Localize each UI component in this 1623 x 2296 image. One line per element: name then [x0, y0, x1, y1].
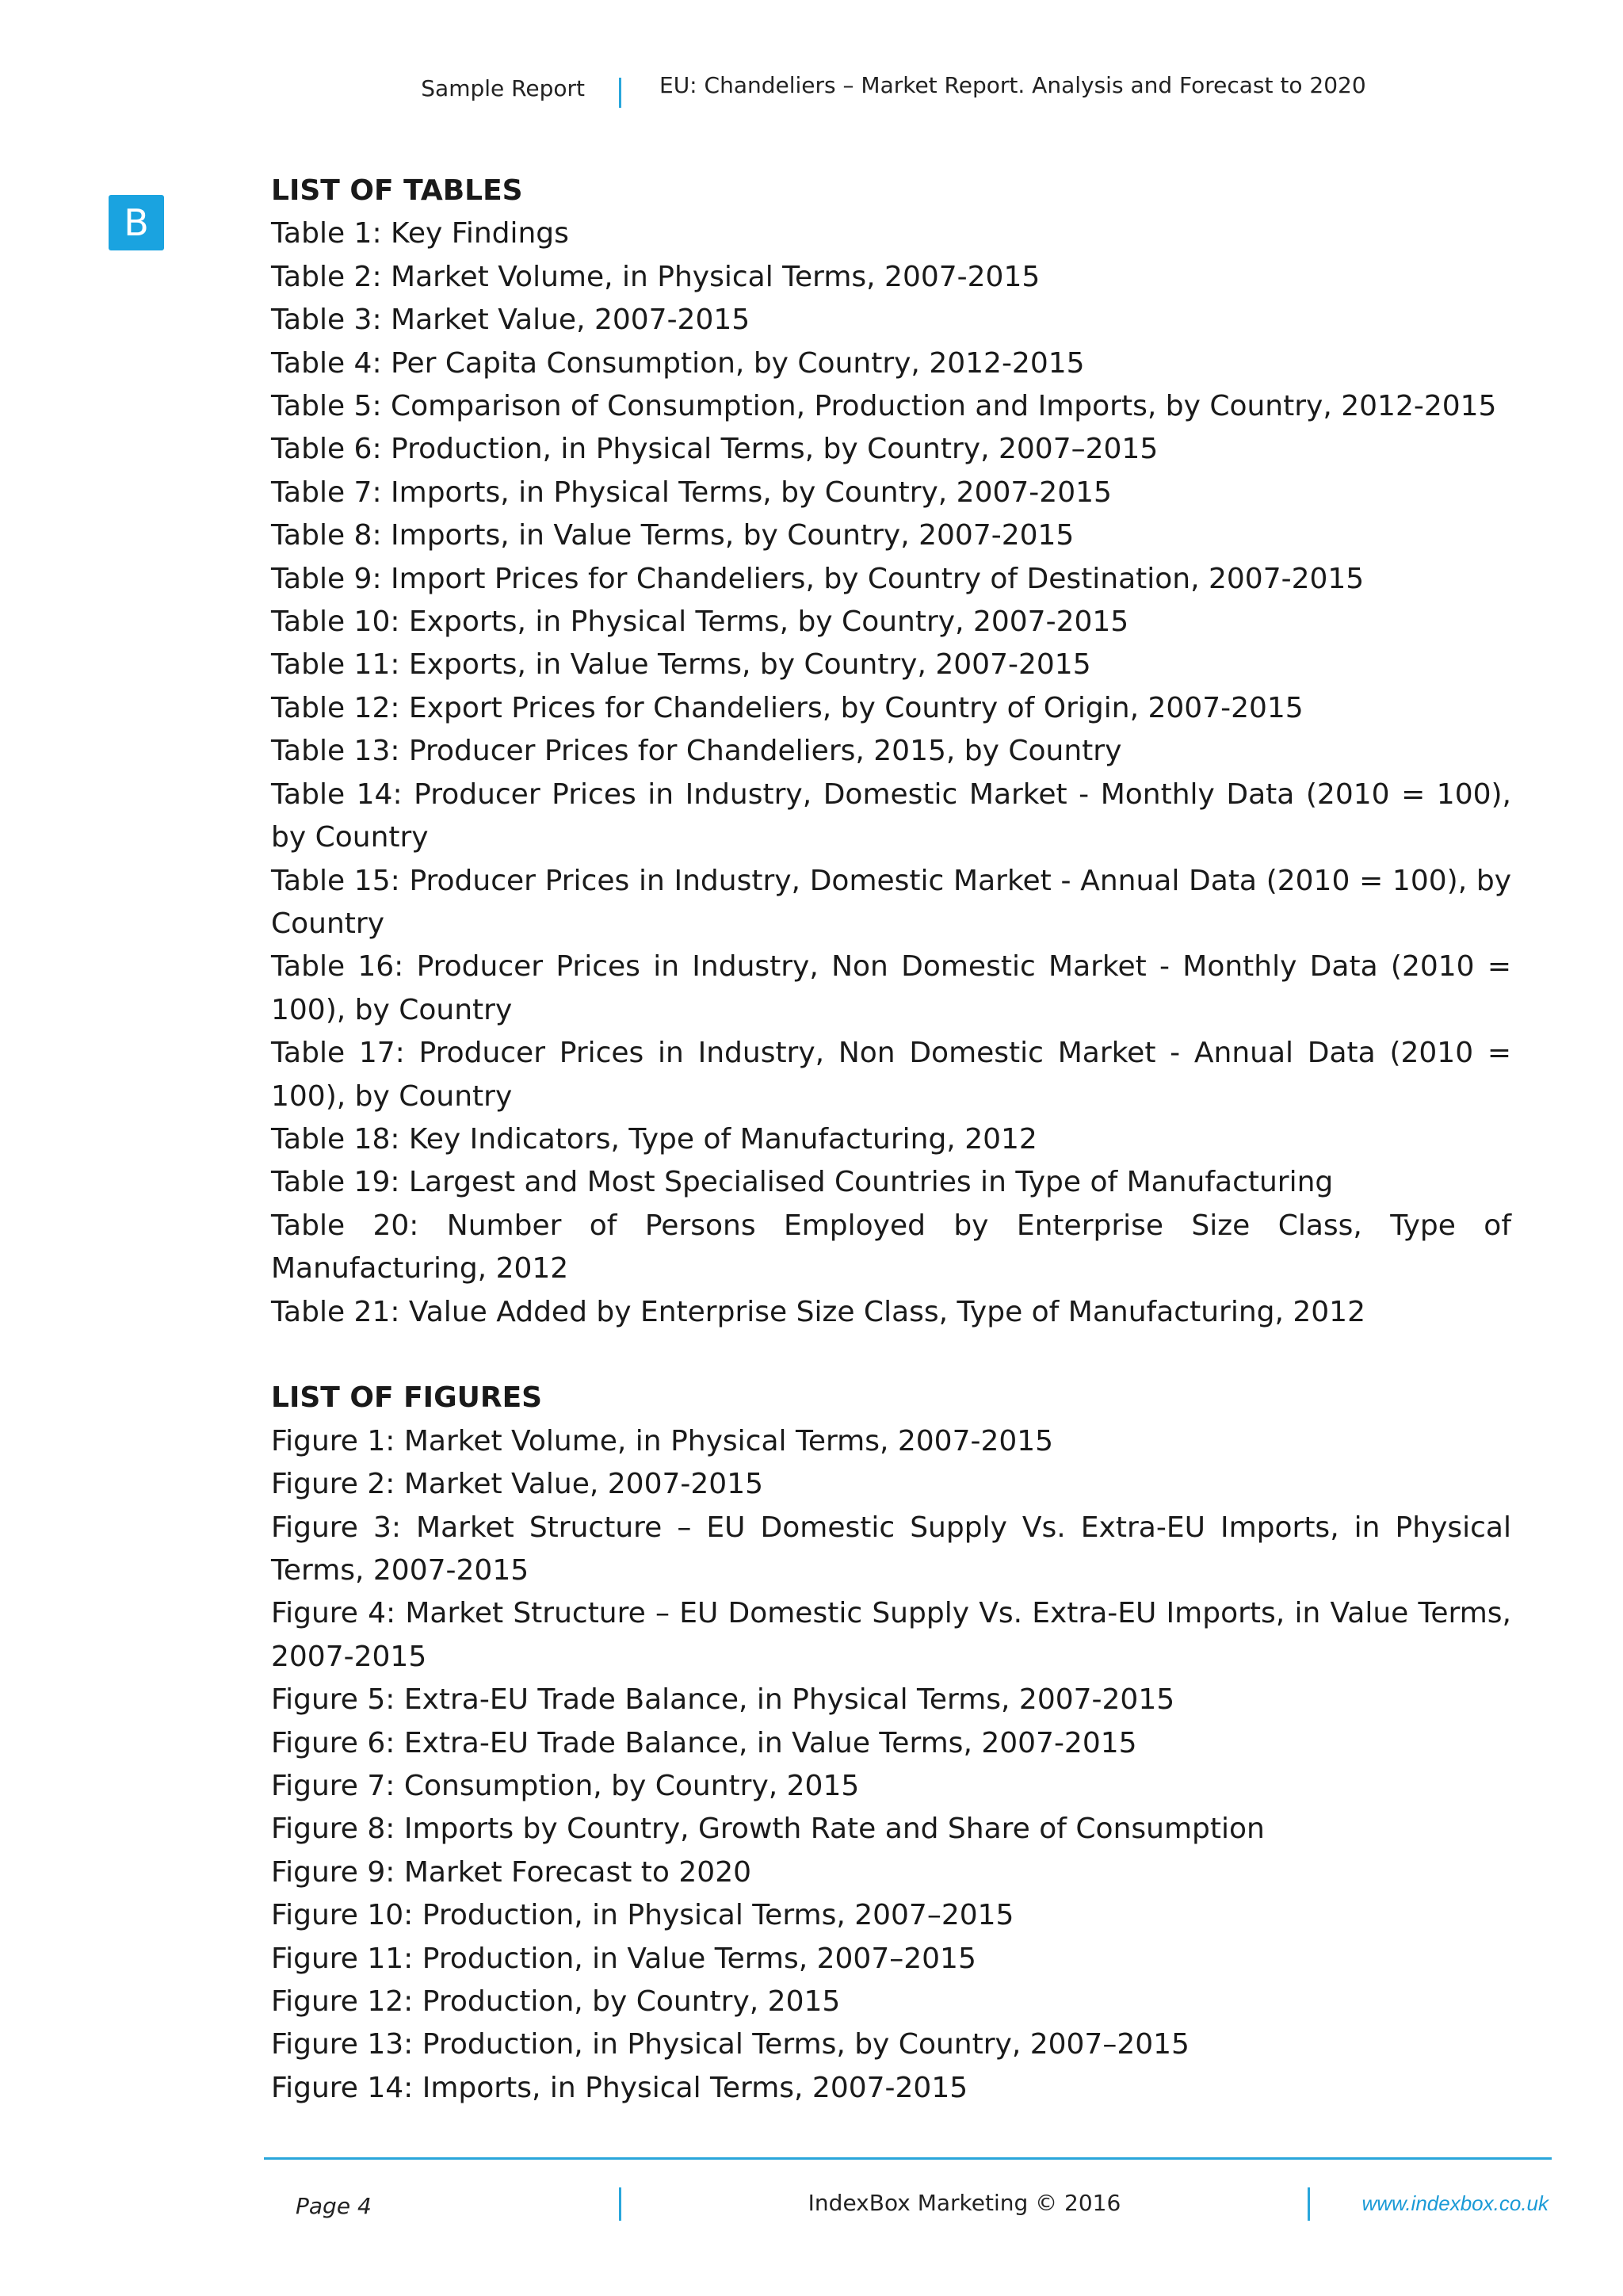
figure-list-item: Figure 3: Market Structure – EU Domestic Supply Vs. Extra-EU Imports, in Physical Terms, 2007-2015: [271, 1511, 1511, 1587]
list-of-tables-heading: LIST OF TABLES: [271, 174, 523, 207]
page-number: Page 4: [296, 2193, 372, 2219]
table-list-item: Table 21: Value Added by Enterprise Size Class, Type of Manufacturing, 2012: [271, 1295, 1365, 1328]
header-report-type: Sample Report: [421, 75, 585, 101]
table-list-item: Table 15: Producer Prices in Industry, Domestic Market - Annual Data (2010 = 100), by Country: [271, 864, 1511, 940]
table-list-item: Table 14: Producer Prices in Industry, Domestic Market - Monthly Data (2010 = 100), by Country: [271, 777, 1511, 854]
figure-list-item: Figure 10: Production, in Physical Terms, 2007–2015: [271, 1899, 1014, 1932]
table-list-item: Table 18: Key Indicators, Type of Manufacturing, 2012: [271, 1122, 1037, 1156]
section-spacer: [271, 1334, 1511, 1377]
footer-divider: [1308, 2187, 1310, 2221]
table-list-item: Table 9: Import Prices for Chandeliers, by Country of Destination, 2007-2015: [271, 562, 1365, 595]
figure-list-item: Figure 7: Consumption, by Country, 2015: [271, 1770, 860, 1803]
header-report-title: EU: Chandeliers – Market Report. Analysis and Forecast to 2020: [659, 72, 1366, 98]
figure-list-item: Figure 13: Production, in Physical Terms, by Country, 2007–2015: [271, 2028, 1190, 2061]
table-list-item: Table 19: Largest and Most Specialised Countries in Type of Manufacturing: [271, 1166, 1334, 1199]
table-list-item: Table 6: Production, in Physical Terms, by Country, 2007–2015: [271, 433, 1159, 466]
header-divider: [619, 78, 621, 108]
tables-list: [271, 212, 1511, 1334]
page-header: [0, 73, 1623, 113]
figures-list: [271, 1420, 1511, 2111]
footer-rule: [264, 2157, 1552, 2160]
figure-list-item: Figure 8: Imports by Country, Growth Rate and Share of Consumption: [271, 1813, 1265, 1846]
table-list-item: Table 8: Imports, in Value Terms, by Country, 2007-2015: [271, 519, 1075, 552]
page-footer: [0, 2140, 1623, 2227]
table-list-item: Table 16: Producer Prices in Industry, Non Domestic Market - Monthly Data (2010 = 100), by Country: [271, 950, 1511, 1026]
table-list-item: Table 7: Imports, in Physical Terms, by Country, 2007-2015: [271, 476, 1112, 509]
table-list-item: Table 4: Per Capita Consumption, by Country, 2012-2015: [271, 346, 1085, 380]
figure-list-item: Figure 12: Production, by Country, 2015: [271, 1985, 841, 2019]
table-list-item: Table 11: Exports, in Value Terms, by Country, 2007-2015: [271, 648, 1091, 682]
list-of-figures-heading: LIST OF FIGURES: [271, 1381, 543, 1415]
table-list-item: Table 1: Key Findings: [271, 217, 569, 250]
table-list-item: Table 20: Number of Persons Employed by Enterprise Size Class, Type of Manufacturing, 2012: [271, 1209, 1511, 1286]
table-list-item: Table 5: Comparison of Consumption, Production and Imports, by Country, 2012-2015: [271, 390, 1497, 423]
figure-list-item: Figure 4: Market Structure – EU Domestic Supply Vs. Extra-EU Imports, in Value Terms, 2007-2015: [271, 1597, 1511, 1673]
logo-letter: B: [124, 201, 149, 244]
figure-list-item: Figure 1: Market Volume, in Physical Terms, 2007-2015: [271, 1424, 1054, 1457]
figure-list-item: Figure 11: Production, in Value Terms, 2007–2015: [271, 1942, 976, 1975]
document-body: [271, 170, 1511, 2110]
figure-list-item: Figure 6: Extra-EU Trade Balance, in Value Terms, 2007-2015: [271, 1726, 1137, 1759]
figure-list-item: Figure 5: Extra-EU Trade Balance, in Physical Terms, 2007-2015: [271, 1683, 1175, 1717]
table-list-item: Table 12: Export Prices for Chandeliers, by Country of Origin, 2007-2015: [271, 691, 1304, 724]
table-list-item: Table 13: Producer Prices for Chandeliers, 2015, by Country: [271, 735, 1122, 768]
figure-list-item: Figure 9: Market Forecast to 2020: [271, 1855, 752, 1889]
brand-logo-icon: [109, 195, 164, 250]
table-list-item: Table 17: Producer Prices in Industry, Non Domestic Market - Annual Data (2010 = 100), by Country: [271, 1037, 1511, 1113]
footer-copyright: IndexBox Marketing © 2016: [808, 2190, 1121, 2216]
figure-list-item: Figure 2: Market Value, 2007-2015: [271, 1468, 763, 1501]
figure-list-item: Figure 14: Imports, in Physical Terms, 2007-2015: [271, 2071, 968, 2104]
table-list-item: Table 10: Exports, in Physical Terms, by Country, 2007-2015: [271, 606, 1129, 639]
table-list-item: Table 2: Market Volume, in Physical Terms, 2007-2015: [271, 260, 1041, 293]
website-link[interactable]: www.indexbox.co.uk: [1361, 2191, 1549, 2215]
table-list-item: Table 3: Market Value, 2007-2015: [271, 304, 750, 337]
